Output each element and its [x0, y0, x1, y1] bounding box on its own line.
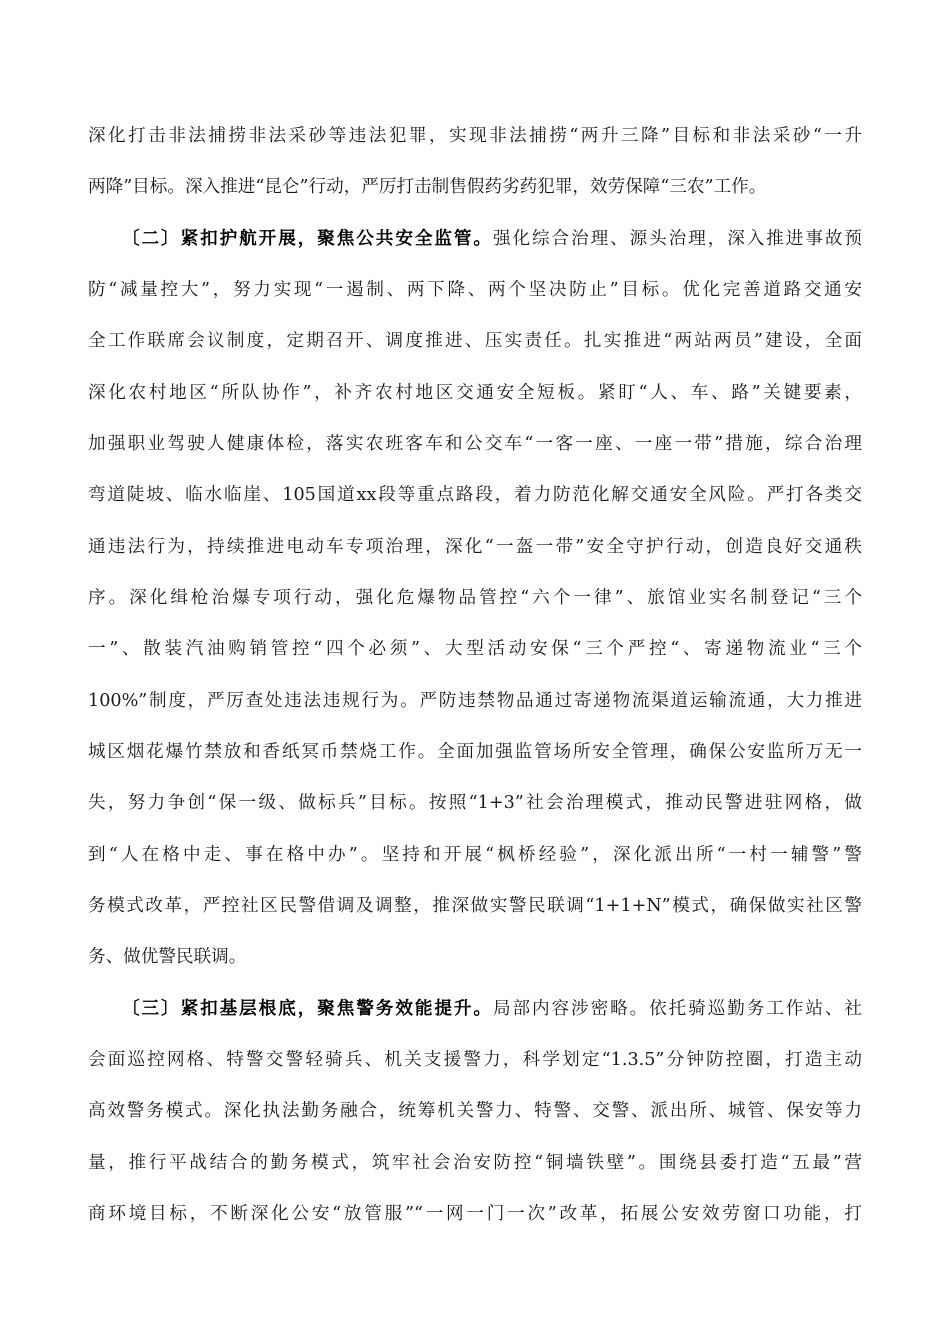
text-line: 务模式改革，严控社区民警借调及调整，推深做实警民联调“1+1+N”模式，确保做实社区警	[88, 896, 862, 916]
text-line: 弯道陡坡、临水临崖、105国道xx段等重点路段，着力防范化解交通安全风险。严打各类交	[88, 485, 862, 505]
text-line: 到“人在格中走、事在格中办”。坚持和开展“枫桥经验”，深化派出所“一村一辅警”警	[88, 845, 862, 865]
section-heading-line	[122, 222, 862, 256]
text-line: 序。深化缉枪治爆专项行动，强化危爆物品管控“六个一律”、旅馆业实名制登记“三个	[88, 588, 862, 608]
text-line: 会面巡控网格、特警交警轻骑兵、机关支援警力，科学划定“1.3.5”分钟防控圈，打造主动	[88, 1050, 862, 1070]
text-line: 深化农村地区“所队协作”，补齐农村地区交通安全短板。紧盯“人、车、路”关键要素，	[88, 383, 862, 403]
section-heading-2: 〔二〕紧扣护航开展，聚焦公共安全监管。	[122, 228, 493, 249]
text-line: 一”、散装汽油购销管控“四个必须”、大型活动安保“三个严控“、寄递物流业“三个	[88, 639, 862, 659]
text-line: 城区烟花爆竹禁放和香纸冥币禁烧工作。全面加强监管场所安全管理，确保公安监所万无一	[88, 742, 862, 762]
text-line: 务、做优警民联调。	[88, 947, 247, 967]
text-line: 加强职业驾驶人健康体检，落实农班客车和公交车“一客一座、一座一带”措施，综合治理	[88, 434, 862, 454]
text-line: 通违法行为，持续推进电动车专项治理，深化“一盔一带”安全守护行动，创造良好交通秩	[88, 537, 862, 557]
text-segment: 强化综合治理、源头治理，深入推进事故预	[492, 229, 862, 249]
text-line: 深化打击非法捕捞非法采砂等违法犯罪，实现非法捕捞“两升三降”目标和非法采砂“一升	[88, 126, 862, 146]
section-heading-line	[122, 992, 862, 1026]
text-line: 100%”制度，严厉查处违法违规行为。严防违禁物品通过寄递物流渠道运输流通，大力推进	[88, 691, 862, 711]
text-segment: 局部内容涉密略。依托骑巡勤务工作站、社	[492, 999, 862, 1019]
text-line: 商环境目标，不断深化公安“放管服”“一网一门一次”改革，拓展公安效劳窗口功能，打	[88, 1204, 862, 1224]
text-line: 防“减量控大”，努力实现“一遏制、两下降、两个坚决防止”目标。优化完善道路交通安	[88, 280, 862, 300]
text-line: 两降”目标。深入推进“昆仑”行动，严厉打击制售假药劣药犯罪，效劳保障“三农”工作。	[88, 177, 767, 197]
section-heading-3: 〔三〕紧扣基层根底，聚焦警务效能提升。	[122, 998, 493, 1019]
text-line: 全工作联席会议制度，定期召开、调度推进、压实责任。扎实推进“两站两员”建设，全面	[88, 331, 862, 351]
text-line: 量，推行平战结合的勤务模式，筑牢社会治安防控“铜墙铁壁”。围绕县委打造“五最”营	[88, 1153, 862, 1173]
text-line: 高效警务模式。深化执法勤务融合，统筹机关警力、特警、交警、派出所、城管、保安等力	[88, 1101, 862, 1121]
text-line: 失，努力争创“保一级、做标兵”目标。按照“1+3”社会治理模式，推动民警进驻网格，做	[88, 793, 862, 813]
